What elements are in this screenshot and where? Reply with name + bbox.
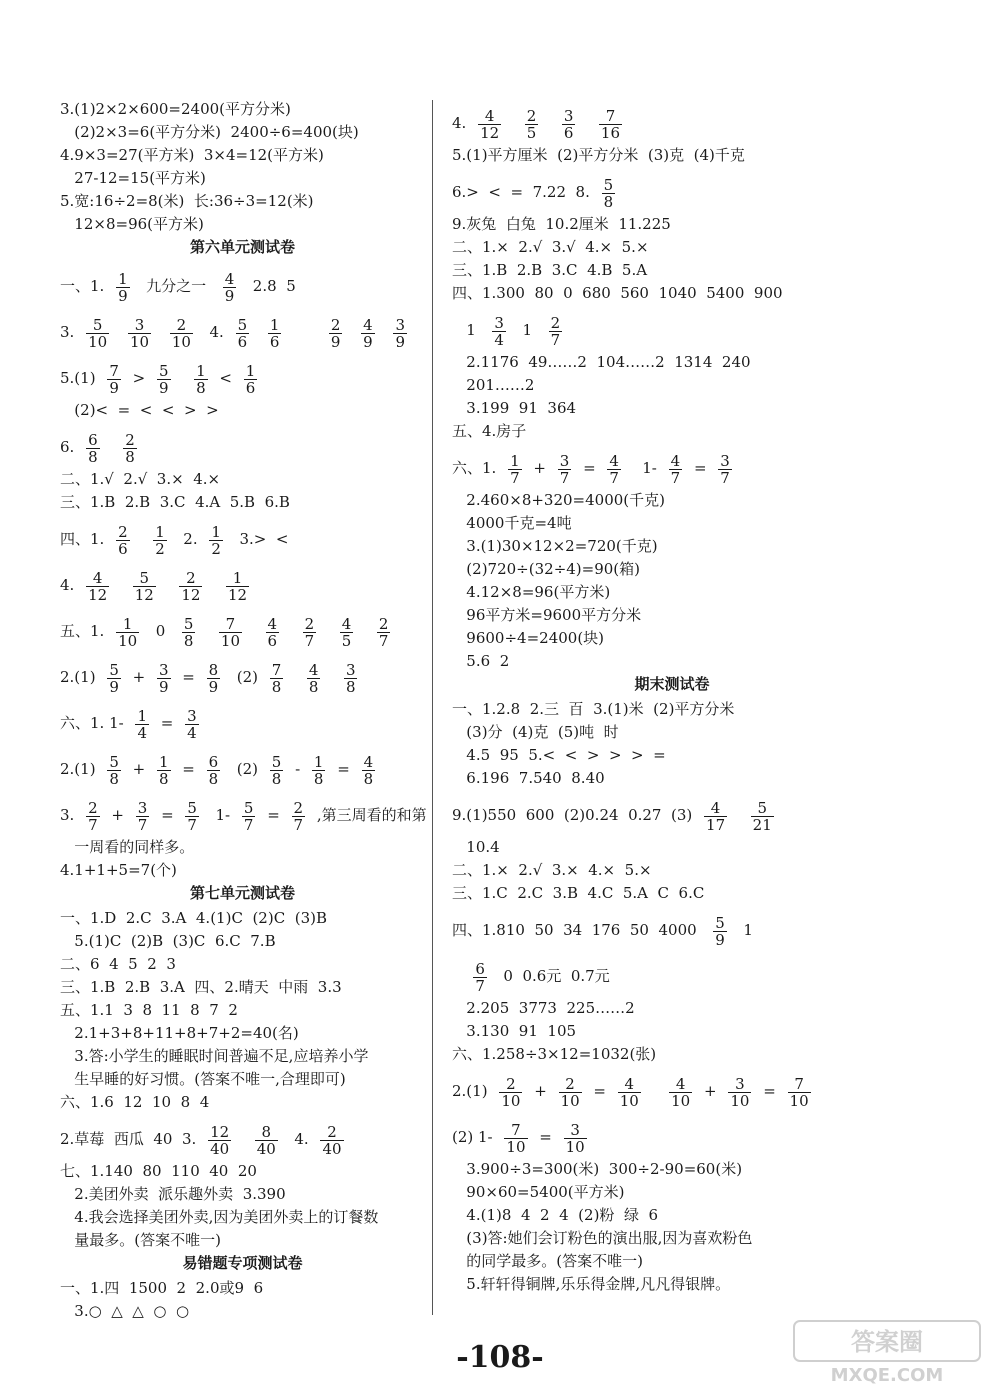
answer-line: 二、1.× 2.√ 3.× 4.× 5.×	[452, 861, 652, 879]
fraction: $\frac{1}{8}$	[196, 361, 206, 397]
section-heading: 第七单元测试卷	[189, 884, 295, 902]
answer-line: 5.(1)C (2)B (3)C 6.C 7.B	[60, 932, 276, 950]
fraction: $\frac{3}{6}$	[563, 106, 574, 142]
answer-line: 三、1.B 2.B 3.A 四、2.晴天 中雨 3.3	[60, 978, 342, 996]
answer-line: 六、1. $\frac{1}{7}$ + $\frac{3}{7}$ = $\frac{4}{7}$ 1- $\frac{4}{7}$ = $\frac{3}{7}$	[452, 451, 730, 487]
fraction: $\frac{1}{9}$	[118, 269, 128, 305]
answer-line: 一、1.四 1500 2 2.0或9 6	[60, 1279, 264, 1297]
fraction: $\frac{7}{10}$	[789, 1074, 809, 1110]
answer-line: 五、4.房子	[452, 422, 527, 440]
fraction: $\frac{3}{8}$	[345, 660, 356, 696]
fraction: $\frac{3}{9}$	[158, 660, 169, 696]
answer-line: (2) 1- $\frac{7}{10}$ = $\frac{3}{10}$	[452, 1120, 585, 1156]
fraction: $\frac{5}{8}$	[271, 752, 282, 788]
section-heading: 易错题专项测试卷	[182, 1254, 303, 1272]
answer-line: 2.205 3773 225……2	[452, 999, 635, 1017]
fraction: $\frac{7}{16}$	[600, 106, 621, 142]
answer-line: 三、1.B 2.B 3.C 4.B 5.A	[452, 261, 648, 279]
answer-line: 12×8=96(平方米)	[60, 215, 204, 233]
answer-line: 201……2	[452, 376, 535, 394]
section-heading: 期末测试卷	[634, 675, 710, 693]
answer-line: 3.○ △ △ ○ ○	[60, 1302, 190, 1320]
answer-line: 四、1. $\frac{2}{6}$ $\frac{1}{2}$ 2. $\frac{1}{2}$ 3.> <	[60, 522, 289, 558]
answer-line: 二、6 4 5 2 3	[60, 955, 176, 973]
answer-line: 1 $\frac{3}{4}$ 1 $\frac{2}{7}$	[452, 313, 561, 349]
answer-line: 六、1.6 12 10 8 4	[60, 1093, 210, 1111]
fraction: $\frac{5}{8}$	[603, 175, 614, 211]
fraction: $\frac{1}{8}$	[313, 752, 324, 788]
answer-line: 4.5 95 5.< < > > > =	[452, 746, 666, 764]
fraction: $\frac{2}{12}$	[181, 568, 201, 604]
fraction: $\frac{4}{17}$	[706, 798, 726, 834]
fraction: $\frac{1}{2}$	[211, 522, 221, 558]
answer-line: (3)分 (4)克 (5)吨 时	[452, 723, 619, 741]
answer-line: 5.(1) $\frac{7}{9}$ > $\frac{5}{9}$ $\frac{1}{8}$ < $\frac{1}{6}$	[60, 361, 256, 397]
answer-line: 96平方米=9600平方分米	[452, 606, 642, 624]
watermark-logo	[792, 1317, 982, 1387]
fraction: $\frac{4}{12}$	[480, 106, 500, 142]
answer-line: (2)720÷(32÷4)=90(箱)	[452, 560, 641, 578]
answer-line: 六、1.258÷3×12=1032(张)	[452, 1045, 657, 1063]
answer-line: 的同学最多。(答案不唯一)	[452, 1252, 644, 1270]
answer-line: 10.4	[452, 838, 500, 856]
fraction: $\frac{2}{7}$	[88, 798, 98, 834]
fraction: $\frac{1}{12}$	[228, 568, 248, 604]
page-number: -108-	[456, 1340, 544, 1375]
fraction: $\frac{1}{6}$	[269, 315, 280, 351]
fraction: $\frac{6}{7}$	[475, 959, 485, 995]
fraction: $\frac{4}{7}$	[609, 451, 619, 487]
fraction: $\frac{1}{8}$	[158, 752, 169, 788]
answer-line: 90×60=5400(平方米)	[452, 1183, 625, 1201]
fraction: $\frac{12}{40}$	[210, 1122, 230, 1158]
fraction: $\frac{2}{8}$	[125, 430, 135, 466]
answer-line: 2.1176 49……2 104……2 1314 240	[452, 353, 751, 371]
fraction: $\frac{5}{6}$	[237, 315, 248, 351]
answer-line: 量最多。(答案不唯一)	[60, 1231, 222, 1249]
fraction: $\frac{3}{10}$	[565, 1120, 585, 1156]
fraction: $\frac{2}{10}$	[560, 1074, 580, 1110]
answer-line: 6.> < = 7.22 8. $\frac{5}{8}$	[452, 175, 614, 211]
answer-line: 3.答:小学生的睡眠时间普遍不足,应培养小学	[60, 1047, 369, 1065]
fraction: $\frac{5}{9}$	[158, 361, 169, 397]
left-column	[60, 100, 425, 1325]
answer-line: 9600÷4=2400(块)	[452, 629, 605, 647]
answer-line: 六、1. 1- $\frac{1}{4}$ = $\frac{3}{4}$	[60, 706, 197, 742]
answer-line: 生早睡的好习惯。(答案不唯一,合理即可)	[60, 1070, 346, 1088]
answer-line: 2.1+3+8+11+8+7+2=40(名)	[60, 1024, 299, 1042]
svg-text:MXQE.COM: MXQE.COM	[830, 1365, 944, 1386]
answer-line: 4.1+1+5=7(个)	[60, 861, 177, 879]
answer-line: 2.草莓 西瓜 40 3. $\frac{12}{40}$ $\frac{8}{40}$ 4. $\frac{2}{40}$	[60, 1122, 342, 1158]
fraction: $\frac{4}{5}$	[341, 614, 352, 650]
column-divider	[432, 100, 433, 1315]
fraction: $\frac{4}{9}$	[224, 269, 235, 305]
answer-line: 四、1.300 80 0 680 560 1040 5400 900	[452, 284, 783, 302]
answer-line: 五、1. $\frac{1}{10}$ 0 $\frac{5}{8}$ $\frac{7}{10}$ $\frac{4}{6}$ $\frac{2}{7}$ $\frac{4}{5}$ $\frac{2}{7}$	[60, 614, 389, 650]
answer-line: 一、1.D 2.C 3.A 4.(1)C (2)C (3)B	[60, 909, 327, 927]
answer-line: 5.轩轩得铜牌,乐乐得金牌,凡凡得银牌。	[452, 1275, 731, 1293]
answer-line: 2.460×8+320=4000(千克)	[452, 491, 666, 509]
fraction: $\frac{2}{40}$	[322, 1122, 342, 1158]
fraction: $\frac{4}{8}$	[363, 752, 374, 788]
fraction: $\frac{3}{10}$	[730, 1074, 750, 1110]
answer-line: 三、1.C 2.C 3.B 4.C 5.A C 6.C	[452, 884, 705, 902]
fraction: $\frac{2}{5}$	[526, 106, 537, 142]
fraction: $\frac{8}{9}$	[208, 660, 219, 696]
fraction: $\frac{8}{40}$	[256, 1122, 276, 1158]
fraction: $\frac{2}{10}$	[171, 315, 191, 351]
fraction: $\frac{3}{4}$	[187, 706, 197, 742]
svg-text:答案圈: 答案圈	[851, 1328, 923, 1356]
fraction: $\frac{1}{2}$	[155, 522, 165, 558]
answer-line: 2.(1) $\frac{5}{9}$ + $\frac{3}{9}$ = $\frac{8}{9}$ (2) $\frac{7}{8}$ $\frac{4}{8}$ $\frac{3}{8}$	[60, 660, 356, 696]
fraction: $\frac{5}{9}$	[715, 913, 725, 949]
answer-line: 3.(1)2×2×600=2400(平方分米)	[60, 100, 291, 118]
fraction: $\frac{5}{7}$	[187, 798, 197, 834]
answer-line: 9.灰兔 白兔 10.2厘米 11.225	[452, 215, 671, 233]
fraction: $\frac{4}{6}$	[267, 614, 278, 650]
answer-line: 6.196 7.540 8.40	[452, 769, 605, 787]
fraction: $\frac{4}{7}$	[670, 451, 681, 487]
answer-line: 一、1.2.8 2.三 百 3.(1)米 (2)平方分米	[452, 700, 735, 718]
answer-line: 4. $\frac{4}{12}$ $\frac{5}{12}$ $\frac{2}{12}$ $\frac{1}{12}$	[60, 568, 248, 604]
answer-line: 4.我会选择美团外卖,因为美团外卖上的订餐数	[60, 1208, 379, 1226]
fraction: $\frac{2}{7}$	[293, 798, 304, 834]
fraction: $\frac{5}{9}$	[109, 660, 119, 696]
fraction: $\frac{6}{8}$	[88, 430, 98, 466]
fraction: $\frac{4}{10}$	[671, 1074, 691, 1110]
answer-line: 三、1.B 2.B 3.C 4.A 5.B 6.B	[60, 493, 290, 511]
answer-line: (2)< = < < > >	[60, 401, 219, 419]
fraction: $\frac{7}{10}$	[220, 614, 240, 650]
answer-line: 3.130 91 105	[452, 1022, 577, 1040]
fraction: $\frac{5}{8}$	[183, 614, 194, 650]
answer-line: 3.199 91 364	[452, 399, 577, 417]
fraction: $\frac{3}{7}$	[137, 798, 148, 834]
fraction: $\frac{5}{8}$	[109, 752, 119, 788]
fraction: $\frac{1}{4}$	[137, 706, 148, 742]
fraction: $\frac{6}{8}$	[208, 752, 219, 788]
fraction: $\frac{2}{7}$	[378, 614, 389, 650]
fraction: $\frac{2}{6}$	[118, 522, 128, 558]
fraction: $\frac{5}{7}$	[243, 798, 254, 834]
answer-line: 27-12=15(平方米)	[60, 169, 206, 187]
fraction: $\frac{3}{7}$	[559, 451, 570, 487]
answer-line: 9.(1)550 600 (2)0.24 0.27 (3) $\frac{4}{17}$ $\frac{5}{21}$	[452, 798, 772, 834]
answer-line: 4.9×3=27(平方米) 3×4=12(平方米)	[60, 146, 324, 164]
fraction: $\frac{3}{7}$	[720, 451, 730, 487]
fraction: $\frac{1}{6}$	[245, 361, 256, 397]
fraction: $\frac{1}{7}$	[510, 451, 520, 487]
section-heading: 第六单元测试卷	[189, 238, 295, 256]
fraction: $\frac{1}{10}$	[118, 614, 138, 650]
answer-line: 3.(1)30×12×2=720(千克)	[452, 537, 658, 555]
fraction: $\frac{5}{12}$	[134, 568, 154, 604]
right-column	[452, 100, 892, 1298]
answer-line: 一、1. $\frac{1}{9}$ 九分之一 $\frac{4}{9}$ 2.8 5	[60, 269, 296, 305]
fraction: $\frac{3}{4}$	[494, 313, 504, 349]
answer-line: 5.6 2	[452, 652, 510, 670]
answer-line: 四、1.810 50 34 176 50 4000 $\frac{5}{9}$ 1	[452, 913, 753, 949]
answer-line: 5.(1)平方厘米 (2)平方分米 (3)克 (4)千克	[452, 146, 745, 164]
fraction: $\frac{7}{9}$	[109, 361, 119, 397]
fraction: $\frac{4}{12}$	[88, 568, 108, 604]
fraction: $\frac{5}{21}$	[752, 798, 772, 834]
fraction: $\frac{2}{7}$	[550, 313, 561, 349]
answer-line: 2.美团外卖 派乐趣外卖 3.390	[60, 1185, 286, 1203]
fraction: $\frac{2}{7}$	[304, 614, 315, 650]
answer-line: 七、1.140 80 110 40 20	[60, 1162, 257, 1180]
answer-line: 二、1.× 2.√ 3.√ 4.× 5.×	[452, 238, 649, 256]
answer-line: $\frac{6}{7}$ 0 0.6元 0.7元	[475, 959, 610, 995]
fraction: $\frac{2}{9}$	[330, 315, 341, 351]
fraction: $\frac{7}{10}$	[506, 1120, 526, 1156]
answer-line: 五、1.1 3 8 11 8 7 2	[60, 1001, 238, 1019]
answer-line: 4000千克=4吨	[452, 514, 572, 532]
answer-line: 二、1.√ 2.√ 3.× 4.×	[60, 470, 221, 488]
answer-line: (3)答:她们会订粉色的演出服,因为喜欢粉色	[452, 1229, 753, 1247]
answer-line: (2)2×3=6(平方分米) 2400÷6=400(块)	[60, 123, 359, 141]
fraction: $\frac{2}{10}$	[501, 1074, 521, 1110]
answer-line: 3. $\frac{2}{7}$ + $\frac{3}{7}$ = $\frac{5}{7}$ 1- $\frac{5}{7}$ = $\frac{2}{7}$ ,第三周看的和第	[60, 798, 427, 834]
fraction: $\frac{3}{10}$	[129, 315, 150, 351]
answer-line: 2.(1) $\frac{2}{10}$ + $\frac{2}{10}$ = $\frac{4}{10}$ $\frac{4}{10}$ + $\frac{3}{10}$ = $\frac{7}{10}$	[452, 1074, 809, 1110]
fraction: $\frac{4}{8}$	[308, 660, 319, 696]
fraction: $\frac{5}{10}$	[88, 315, 108, 351]
fraction: $\frac{7}{8}$	[271, 660, 282, 696]
fraction: $\frac{4}{9}$	[363, 315, 373, 351]
answer-line: 4.12×8=96(平方米)	[452, 583, 611, 601]
fraction: $\frac{4}{10}$	[619, 1074, 639, 1110]
answer-line: 2.(1) $\frac{5}{8}$ + $\frac{1}{8}$ = $\frac{6}{8}$ (2) $\frac{5}{8}$ - $\frac{1}{8}$ = $\frac{4}{8}$	[60, 752, 374, 788]
answer-line: 3.900÷3=300(米) 300÷2-90=60(米)	[452, 1160, 743, 1178]
answer-line: 5.宽:16÷2=8(米) 长:36÷3=12(米)	[60, 192, 314, 210]
answer-line: 一周看的同样多。	[60, 838, 195, 856]
answer-line: 6. $\frac{6}{8}$ $\frac{2}{8}$	[60, 430, 135, 466]
answer-line: 3. $\frac{5}{10}$ $\frac{3}{10}$ $\frac{2}{10}$ 4. $\frac{5}{6}$ $\frac{1}{6}$ $\frac{2}{9}$ $\frac{4}{9}$ $\frac{3}{9}$	[60, 315, 406, 351]
answer-line: 4.(1)8 4 2 4 (2)粉 绿 6	[452, 1206, 659, 1224]
fraction: $\frac{3}{9}$	[395, 315, 406, 351]
answer-line: 4. $\frac{4}{12}$ $\frac{2}{5}$ $\frac{3}{6}$ $\frac{7}{16}$	[452, 106, 621, 142]
